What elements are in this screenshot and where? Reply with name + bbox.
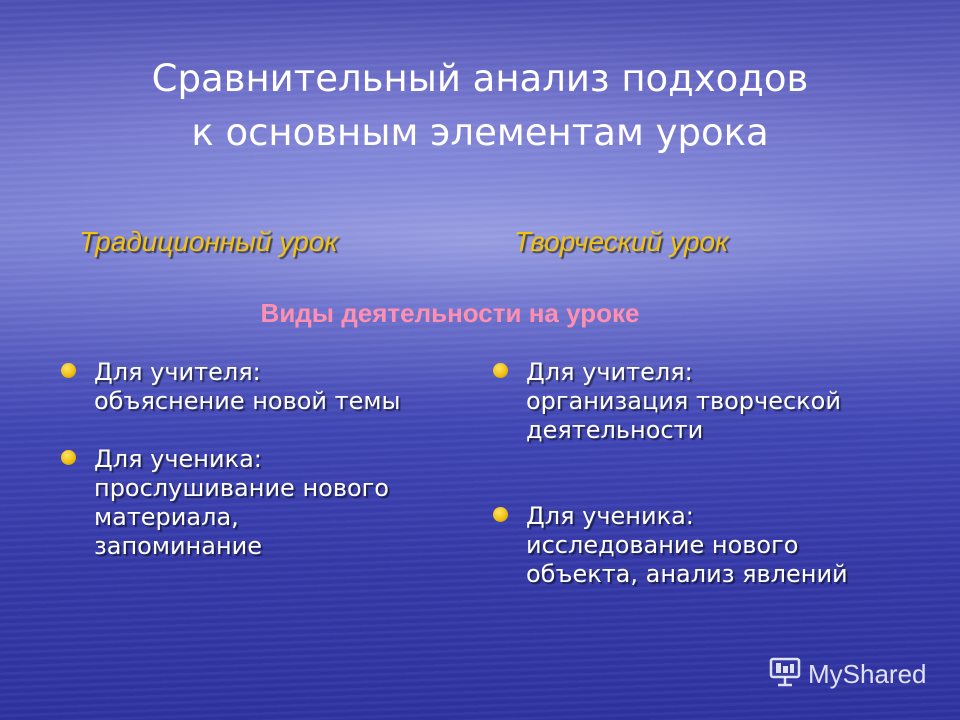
bullet-text-line: Для ученика: — [526, 502, 694, 530]
bullet-dot-icon — [493, 363, 508, 378]
bullet-text-line: запоминание — [94, 532, 262, 560]
list-item — [59, 358, 459, 416]
list-item — [59, 445, 459, 561]
traditional-lesson-heading: Традиционный урок — [79, 226, 338, 257]
bullet-dot-icon — [61, 363, 76, 378]
myshared-watermark[interactable] — [768, 656, 927, 692]
bullet-text-line: объяснение новой темы — [94, 387, 401, 415]
creative-lesson-heading: Творческий урок — [514, 226, 729, 257]
bullet-text-line: материала, — [94, 503, 239, 531]
slide-title-line-2: к основным элементам урока — [191, 111, 769, 154]
traditional-lesson-bullet-list — [59, 358, 459, 561]
bullet-text-line: исследование нового — [526, 531, 799, 559]
bullet-text-line: организация творческой — [526, 387, 841, 415]
bullet-dot-icon — [61, 450, 76, 465]
slide-title-line-1: Сравнительный анализ подходов — [151, 57, 809, 100]
bullet-dot-icon — [493, 507, 508, 522]
watermark-text: MyShared — [808, 658, 927, 689]
bullet-text-line: Для ученика: — [94, 445, 262, 473]
creative-lesson-bullet-list — [491, 358, 921, 589]
bullet-text-line: Для учителя: — [526, 358, 693, 386]
list-item — [491, 358, 921, 445]
presentation-board-icon — [768, 654, 808, 695]
bullet-text-line: Для учителя: — [94, 358, 261, 386]
activity-types-heading: Виды деятельности на уроке — [260, 298, 640, 328]
bullet-text-line: прослушивание нового — [94, 474, 389, 502]
slide-title — [0, 52, 960, 160]
bullet-text-line: деятельности — [526, 416, 704, 444]
bullet-text-line: объекта, анализ явлений — [526, 560, 848, 588]
list-item — [491, 502, 921, 589]
